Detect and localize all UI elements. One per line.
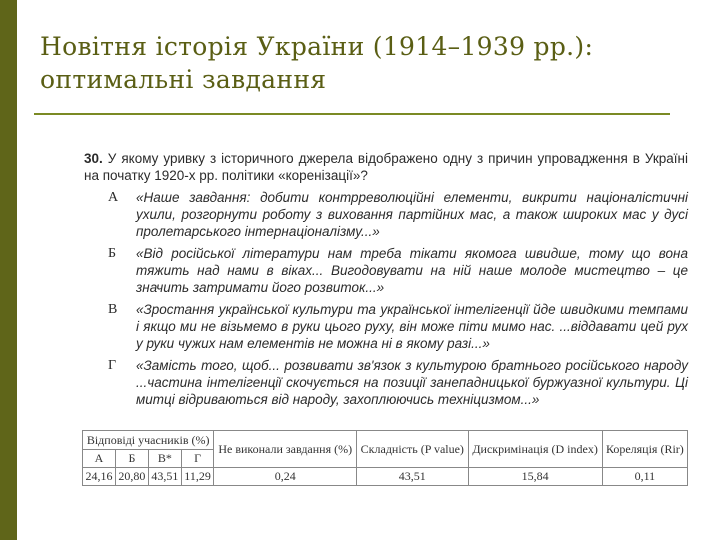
option-text: «Наше завдання: добити контрреволюційні елементи, викрити націоналістичні ухили, розгорнути роботу з виховання партійних мас, а також широких мас у дусі пролетарського інтернаціоналізму...» xyxy=(136,190,688,239)
results-header-row xyxy=(83,431,688,450)
correlation-header: Кореляція (Rir) xyxy=(602,431,687,468)
correlation-value: 0,11 xyxy=(602,468,687,486)
discrimination-header: Дискримінація (D index) xyxy=(468,431,602,468)
option-d xyxy=(84,357,688,408)
answer-label: В* xyxy=(148,450,181,468)
title-underline xyxy=(34,113,670,115)
question-number: 30. xyxy=(84,151,103,166)
option-a xyxy=(84,189,688,240)
results-values-row xyxy=(83,468,688,486)
question-text: У якому уривку з історичного джерела відображено одну з причин упровадження в Україні на початку 1920-х рр. політики «коренізації»? xyxy=(84,151,688,183)
left-accent-bar xyxy=(0,0,17,540)
not-done-value: 0,24 xyxy=(214,468,357,486)
option-b xyxy=(84,245,688,296)
option-c xyxy=(84,301,688,352)
option-text: «Замість того, щоб... розвивати зв'язок з культурою братнього російського народу ...частина інтелігенції скочується на позиції занепадницької буржуазної культури. Ці митці відриваються від народу, захоплюючись техніцизмом...» xyxy=(136,358,688,407)
answer-label: Б xyxy=(115,450,148,468)
answer-value: 43,51 xyxy=(148,468,181,486)
option-text: «Зростання української культури та української інтелігенції йде швидкими темпами і якщо ми не візьмемо в руки цього руху, він може піти мимо нас. ...віддавати цей рух у руки чужих нам елементів не можна ні в якому разі...» xyxy=(136,302,688,351)
option-letter: В xyxy=(108,302,118,317)
option-text: «Від російської літератури нам треба тікати якомога швидше, тому що вона тяжить над нами в віках... Вигодовувати на ній наше молоде мистецтво – це значить затримати його розвиток...» xyxy=(136,246,688,295)
results-table xyxy=(82,430,688,486)
question-block xyxy=(84,150,688,413)
answer-label: Г xyxy=(181,450,214,468)
difficulty-header: Складність (P value) xyxy=(357,431,468,468)
answer-value: 24,16 xyxy=(83,468,116,486)
option-letter: А xyxy=(108,190,119,205)
answer-value: 20,80 xyxy=(115,468,148,486)
option-letter: Б xyxy=(108,246,117,261)
answer-value: 11,29 xyxy=(181,468,214,486)
answer-label: А xyxy=(83,450,116,468)
option-letter: Г xyxy=(108,358,117,373)
question-stem xyxy=(84,150,688,184)
discrimination-value: 15,84 xyxy=(468,468,602,486)
slide-title: Новітня історія України (1914–1939 рр.): оптимальні завдання xyxy=(40,32,594,94)
not-done-header: Не виконали завдання (%) xyxy=(214,431,357,468)
answers-group-header: Відповіді учасників (%) xyxy=(83,431,214,450)
difficulty-value: 43,51 xyxy=(357,468,468,486)
